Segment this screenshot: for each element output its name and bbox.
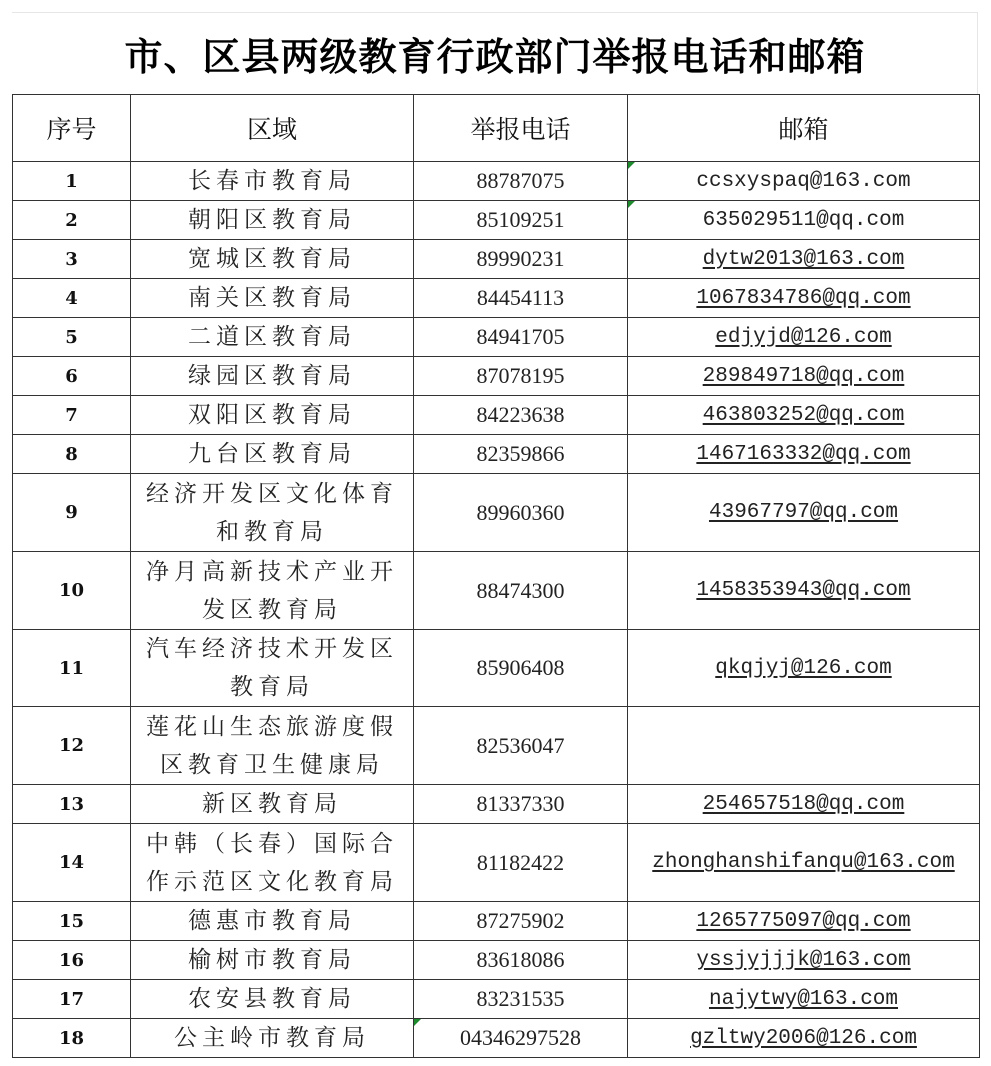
- cell-phone-text: 81337330: [476, 791, 565, 816]
- cell-phone-text: 81182422: [476, 849, 565, 875]
- cell-email-text[interactable]: 289849718@qq.com: [702, 364, 905, 388]
- header-phone: 举报电话: [414, 95, 628, 162]
- cell-region-text: 朝阳区教育局: [188, 207, 356, 233]
- cell-email: [628, 707, 980, 785]
- cell-index: [13, 707, 131, 785]
- table-row: [13, 785, 980, 824]
- cell-email-text[interactable]: 1458353943@qq.com: [696, 579, 911, 602]
- cell-email-text[interactable]: 1467163332@qq.com: [696, 442, 911, 466]
- cell-phone-text: 04346297528: [460, 1025, 581, 1050]
- cell-index: [13, 279, 131, 318]
- cell-phone: [414, 318, 628, 357]
- cell-phone: [414, 1019, 628, 1058]
- cell-index-text: 12: [58, 735, 85, 756]
- cell-index: [13, 201, 131, 240]
- cell-phone-text: 84941705: [476, 324, 565, 349]
- table-row: [13, 201, 980, 240]
- cell-region: [131, 435, 414, 474]
- cell-index-text: 17: [58, 988, 85, 1010]
- cell-region-text: 长春市教育局: [188, 168, 356, 194]
- cell-phone: [414, 902, 628, 941]
- cell-region-text: 南关区教育局: [188, 285, 356, 311]
- cell-email-text[interactable]: 463803252@qq.com: [702, 403, 905, 427]
- cell-phone: [414, 824, 628, 902]
- error-flag-icon: [628, 162, 635, 169]
- table-row: [13, 474, 980, 552]
- cell-email-text[interactable]: gzltwy2006@126.com: [690, 1026, 917, 1050]
- cell-region: [131, 552, 414, 630]
- cell-email-text[interactable]: dytw2013@163.com: [702, 247, 905, 271]
- cell-index-text: 2: [65, 209, 78, 231]
- cell-region: [131, 630, 414, 707]
- cell-phone-text: 84454113: [476, 285, 565, 310]
- cell-phone: [414, 357, 628, 396]
- cell-email-text[interactable]: 635029511@qq.com: [702, 208, 905, 232]
- cell-region-text: 中韩（长春）国际合作示范区文化教育局: [146, 830, 398, 895]
- cell-phone: [414, 941, 628, 980]
- cell-region: [131, 980, 414, 1019]
- cell-index: [13, 357, 131, 396]
- table-row: [13, 240, 980, 279]
- cell-index-text: 15: [58, 910, 85, 932]
- contact-table: [12, 94, 980, 1058]
- cell-index: [13, 396, 131, 435]
- cell-region: [131, 824, 414, 902]
- cell-phone-text: 83618086: [476, 947, 565, 972]
- cell-index-text: 11: [58, 657, 85, 679]
- header-row: [13, 95, 980, 162]
- table-row: [13, 824, 980, 902]
- table-row: [13, 980, 980, 1019]
- table-row: [13, 941, 980, 980]
- cell-phone: [414, 474, 628, 552]
- cell-email: [628, 474, 980, 552]
- cell-email: [628, 162, 980, 201]
- cell-phone-text: 82536047: [476, 732, 565, 758]
- cell-region-text: 新区教育局: [202, 791, 342, 817]
- header-email: 邮箱: [628, 95, 980, 162]
- cell-region-text: 榆树市教育局: [188, 947, 356, 973]
- cell-phone-text: 88474300: [476, 577, 565, 603]
- cell-email: [628, 824, 980, 902]
- cell-phone: [414, 630, 628, 707]
- cell-index: [13, 435, 131, 474]
- cell-region-text: 宽城区教育局: [188, 246, 356, 272]
- cell-phone: [414, 396, 628, 435]
- cell-email: [628, 980, 980, 1019]
- cell-index: [13, 162, 131, 201]
- table-row: [13, 318, 980, 357]
- cell-phone-text: 89960360: [476, 499, 565, 525]
- cell-phone: [414, 240, 628, 279]
- cell-index-text: 9: [65, 502, 78, 523]
- cell-email: [628, 318, 980, 357]
- cell-region-text: 公主岭市教育局: [174, 1025, 370, 1051]
- cell-phone: [414, 980, 628, 1019]
- cell-email-text[interactable]: 43967797@qq.com: [708, 501, 899, 524]
- cell-region: [131, 902, 414, 941]
- cell-region-text: 双阳区教育局: [188, 402, 356, 428]
- table-row: [13, 630, 980, 707]
- table-row: [13, 279, 980, 318]
- cell-phone-text: 88787075: [476, 168, 565, 193]
- cell-index-text: 3: [65, 248, 78, 270]
- cell-email: [628, 902, 980, 941]
- table-row: [13, 435, 980, 474]
- cell-region: [131, 396, 414, 435]
- cell-phone: [414, 785, 628, 824]
- cell-region-text: 汽车经济技术开发区教育局: [146, 636, 398, 700]
- cell-phone-text: 84223638: [476, 402, 565, 427]
- table-row: [13, 396, 980, 435]
- cell-index: [13, 318, 131, 357]
- cell-email-text[interactable]: 1265775097@qq.com: [696, 909, 911, 933]
- cell-index: [13, 552, 131, 630]
- cell-email: [628, 630, 980, 707]
- cell-region: [131, 240, 414, 279]
- cell-index: [13, 630, 131, 707]
- cell-phone: [414, 279, 628, 318]
- cell-phone: [414, 201, 628, 240]
- cell-phone-text: 89990231: [476, 246, 565, 271]
- cell-region-text: 莲花山生态旅游度假区教育卫生健康局: [146, 713, 398, 778]
- cell-region: [131, 785, 414, 824]
- cell-email: [628, 240, 980, 279]
- cell-email: [628, 941, 980, 980]
- cell-index: [13, 980, 131, 1019]
- cell-index-text: 4: [65, 287, 78, 309]
- cell-region: [131, 201, 414, 240]
- cell-phone-text: 83231535: [476, 986, 565, 1011]
- cell-index-text: 16: [58, 949, 85, 971]
- cell-phone-text: 87275902: [476, 908, 565, 933]
- cell-region: [131, 318, 414, 357]
- cell-index-text: 5: [65, 326, 78, 348]
- cell-region-text: 经济开发区文化体育和教育局: [146, 480, 398, 545]
- cell-region: [131, 941, 414, 980]
- cell-index-text: 18: [58, 1027, 85, 1049]
- page-title: 市、区县两级教育行政部门举报电话和邮箱: [124, 34, 866, 79]
- table-row: [13, 552, 980, 630]
- cell-index-text: 14: [58, 852, 85, 873]
- cell-email: [628, 357, 980, 396]
- cell-region-text: 农安县教育局: [188, 986, 356, 1012]
- cell-phone-text: 85906408: [476, 655, 565, 680]
- cell-email-text[interactable]: ccsxyspaq@163.com: [696, 169, 911, 193]
- cell-email: [628, 785, 980, 824]
- cell-index: [13, 785, 131, 824]
- cell-index-text: 1: [65, 170, 78, 192]
- cell-phone: [414, 162, 628, 201]
- header-region: 区域: [131, 95, 414, 162]
- cell-region-text: 九台区教育局: [188, 441, 356, 467]
- cell-index: [13, 240, 131, 279]
- cell-email-text[interactable]: najytwy@163.com: [708, 987, 899, 1011]
- cell-region: [131, 707, 414, 785]
- cell-email-text[interactable]: qkqjyj@126.com: [715, 656, 892, 680]
- cell-email: [628, 435, 980, 474]
- header-index: 序号: [13, 95, 131, 162]
- table-row: [13, 1019, 980, 1058]
- cell-email: [628, 201, 980, 240]
- cell-phone-text: 82359866: [476, 441, 565, 466]
- cell-index-text: 7: [65, 404, 78, 426]
- cell-region: [131, 279, 414, 318]
- cell-email-text[interactable]: edjyjd@126.com: [715, 325, 892, 349]
- cell-phone: [414, 707, 628, 785]
- table-row: [13, 162, 980, 201]
- cell-index-text: 13: [58, 793, 85, 815]
- cell-region: [131, 1019, 414, 1058]
- cell-phone: [414, 435, 628, 474]
- cell-phone-text: 87078195: [476, 363, 565, 388]
- cell-email: [628, 396, 980, 435]
- table-row: [13, 357, 980, 396]
- cell-email: [628, 1019, 980, 1058]
- cell-region: [131, 357, 414, 396]
- cell-index: [13, 824, 131, 902]
- cell-email-text[interactable]: zhonghanshifanqu@163.com: [652, 851, 955, 874]
- table-row: [13, 707, 980, 785]
- cell-region: [131, 474, 414, 552]
- error-flag-icon: [628, 201, 635, 208]
- cell-phone: [414, 552, 628, 630]
- cell-region-text: 德惠市教育局: [188, 908, 356, 934]
- cell-email-text[interactable]: 254657518@qq.com: [702, 792, 905, 816]
- cell-index: [13, 474, 131, 552]
- cell-region-text: 二道区教育局: [188, 324, 356, 350]
- cell-index: [13, 941, 131, 980]
- table-row: [13, 902, 980, 941]
- cell-index-text: 8: [65, 443, 78, 465]
- cell-index-text: 10: [58, 580, 85, 601]
- cell-phone-text: 85109251: [476, 207, 565, 232]
- error-flag-icon: [414, 1019, 421, 1026]
- cell-region-text: 绿园区教育局: [188, 363, 356, 389]
- cell-email-text[interactable]: 1067834786@qq.com: [696, 286, 911, 310]
- cell-region: [131, 162, 414, 201]
- cell-region-text: 净月高新技术产业开发区教育局: [146, 558, 398, 623]
- cell-index: [13, 1019, 131, 1058]
- cell-email-text[interactable]: yssjyjjjk@163.com: [696, 948, 911, 972]
- cell-index: [13, 902, 131, 941]
- cell-email: [628, 279, 980, 318]
- cell-email: [628, 552, 980, 630]
- cell-index-text: 6: [65, 365, 78, 387]
